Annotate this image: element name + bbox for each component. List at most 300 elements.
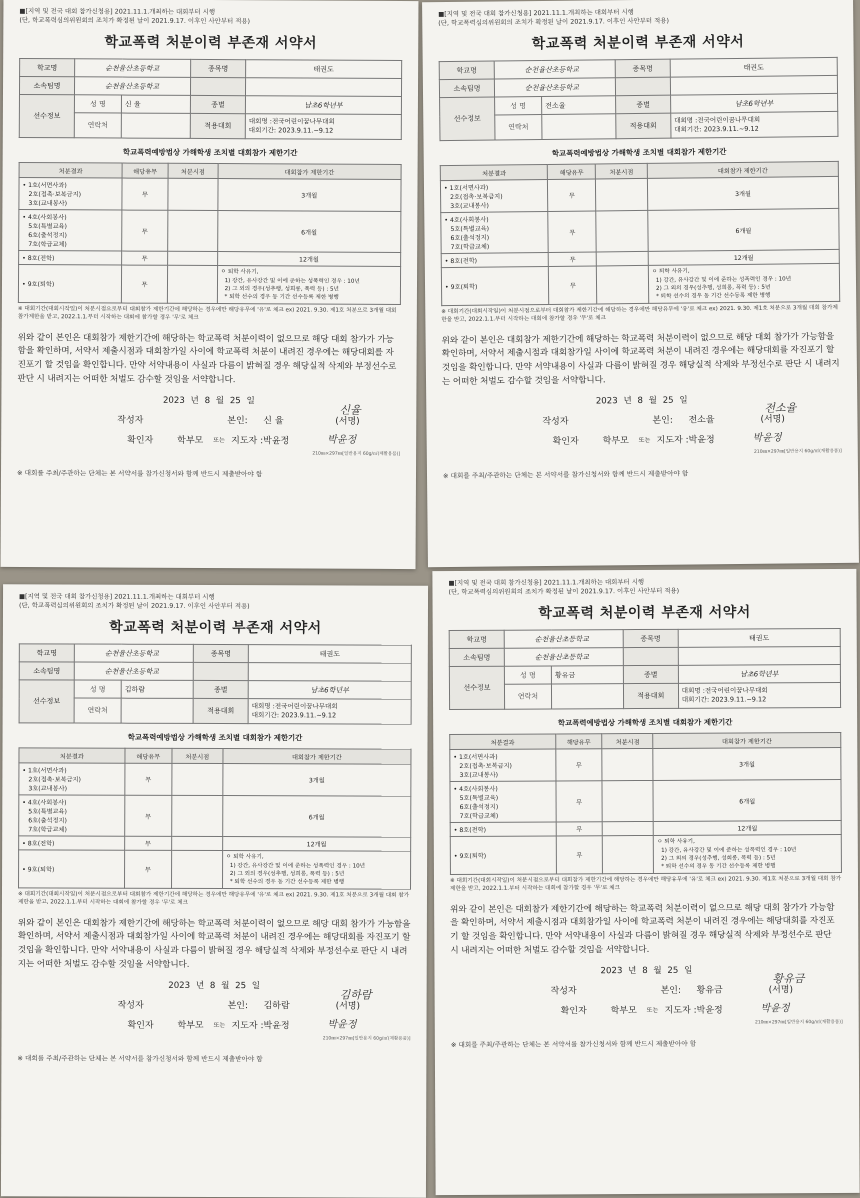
confirm-line — [17, 432, 400, 447]
coach-signature: 박윤정 — [327, 434, 357, 447]
grade-label: 종별 — [193, 681, 248, 699]
table-row — [450, 748, 841, 782]
row-items — [19, 795, 125, 836]
header-line-1: ■[지역 및 전국 대회 참가신청용] 2021.11.1.개최하는 대회부터 시행 — [19, 592, 215, 601]
coach-label: 지도자 :박윤정 — [231, 1021, 290, 1032]
table-row — [19, 850, 411, 889]
affiliation-value: 순천율산초등학교 — [504, 648, 623, 667]
row-items — [441, 267, 549, 306]
row-items — [19, 763, 125, 795]
tournament-period: 대회기간: 2023.9.11.~9.12 — [674, 125, 759, 135]
list-item: • 1호(서면사과) — [443, 185, 489, 193]
list-item: 2) 그 외의 경우(성추행, 성희롱, 폭력 등) : 5년 — [224, 285, 339, 293]
row-items — [450, 822, 556, 837]
row-limit: 3개월 — [653, 748, 841, 781]
sign-label: (서명) — [768, 985, 794, 996]
list-item: • 9호(퇴학) — [453, 853, 487, 861]
tournament-period: 대회기간: 2023.9.11.~9.12 — [251, 711, 337, 720]
row-check: 무 — [124, 837, 171, 851]
list-item: ㅇ 퇴학 사유기, — [225, 854, 264, 861]
player-info-label: 선수정보 — [19, 95, 74, 138]
pledge-text: 위와 같이 본인은 대회참가 제한기간에 해당하는 학교폭력 처분이력이 없으므로 해당 대회 참가가 가능함을 확인하며, 서약서 제출시점과 대회참가일 사이에 학교폭력 처분이 내려진 경우에는 해당대회를 자진포기 할 것임을 확인합니다. 만약 서약내용이 사실과 다름이 밝혀질 경우 해당실적 삭제와 부정선수로 판단 시 내려지는 어떠한 처벌도 감수할 것임을 서약합니다. — [441, 331, 840, 388]
event-value-blank — [246, 78, 402, 97]
event-label-blank — [191, 78, 246, 96]
row-timing — [597, 266, 649, 304]
row-items — [450, 749, 556, 782]
event-value-blank — [670, 76, 837, 96]
table-note: ※ 대회기간(대회시작일)이 처분시점으로부터 대회참가 제한기간에 해당하는 경우에만 해당유무에 '유'로 체크 ex) 2021. 9.30. 제1호 처분으로 3개월 대회 참가제한을 받고, 2022.1.1.부터 시작하는 대회에 참가할 경우 '무'로 체크 — [449, 875, 842, 892]
header-line-1: ■[지역 및 전국 대회 참가신청용] 2021.11.1.개최하는 대회부터 시행 — [448, 578, 645, 588]
list-item: 3호(교내봉사) — [450, 203, 489, 211]
list-item: 3호(교내봉사) — [28, 785, 68, 793]
document-title: 학교폭력 처분이력 부존재 서약서 — [104, 34, 318, 52]
row-check: 무 — [555, 749, 602, 781]
row-check: 무 — [556, 822, 603, 836]
row-items — [18, 265, 121, 303]
student-signature: 황유금 — [772, 972, 805, 986]
row-items — [450, 781, 556, 823]
row-limit — [654, 835, 842, 873]
grade-label: 종별 — [623, 666, 678, 684]
row-limit: 6개월 — [648, 209, 839, 252]
header-notice — [19, 592, 412, 611]
author-label: 작성자 — [117, 415, 144, 426]
coach-label: 지도자 :박윤정 — [656, 435, 715, 447]
col-limit: 대회참가 제한기간 — [647, 162, 838, 179]
tournament-value — [248, 699, 411, 725]
list-item: 5호(특별교육) — [450, 226, 490, 234]
col-result: 처분결과 — [19, 748, 125, 763]
paper-spec: 210㎜×297㎜[일반용지 60g/㎡(재활용품)] — [312, 451, 401, 458]
confirm-line — [451, 1002, 843, 1017]
list-item: • 1호(서면사과) — [22, 182, 67, 190]
grade-label: 종별 — [190, 96, 245, 114]
grade-value: 남초6학년부 — [245, 96, 401, 115]
row-check: 무 — [548, 211, 596, 252]
event-label-blank — [623, 648, 678, 666]
player-info-label: 선수정보 — [19, 680, 74, 723]
tournament-period: 대회기간: 2023.9.11.~9.12 — [248, 126, 334, 136]
restriction-table — [18, 162, 402, 304]
footer-note: ※ 대회를 주최/주관하는 단체는 본 서약서를 참가신청서와 함께 반드시 제출받아야 함 — [16, 469, 263, 479]
row-limit: 12개월 — [217, 252, 400, 267]
row-items — [19, 178, 122, 211]
pledge-sheet-2 — [422, 0, 859, 567]
player-info-label: 선수정보 — [440, 97, 495, 141]
row-check: 무 — [556, 781, 603, 822]
tournament-label: 적용대회 — [193, 699, 248, 724]
row-limit: 3개월 — [217, 179, 401, 212]
footer-note: ※ 대회를 주최/주관하는 단체는 본 서약서를 참가신청서와 함께 반드시 제출받아야 함 — [450, 1039, 697, 1050]
list-item: • 4호(사회봉사) — [22, 799, 67, 807]
row-timing — [168, 179, 218, 211]
document-title: 학교폭력 처분이력 부존재 서약서 — [109, 619, 322, 637]
list-item: • 4호(사회봉사) — [453, 786, 498, 794]
list-item: 6호(출석정지) — [28, 817, 67, 825]
col-limit: 대회참가 제한기간 — [223, 749, 411, 765]
list-item: 1) 강간, 유사강간 및 이에 준하는 성폭력인 경우 : 10년 — [224, 277, 360, 285]
affiliation-label: 소속팀명 — [19, 77, 74, 95]
info-table — [19, 644, 412, 726]
list-item: 2호(접촉·보복금지) — [28, 191, 82, 199]
col-timing: 처분시점 — [168, 164, 218, 179]
or-label: 또는 — [638, 437, 651, 445]
table-row — [450, 780, 841, 823]
table-note: ※ 대회기간(대회시작일)이 처분시점으로부터 대회참가 제한기간에 해당하는 경우에만 해당유무에 '유'로 체크 ex) 2021. 9.30. 제1호 처분으로 3개월 대회 참가제한을 받고, 2022.1.1.부터 시작하는 대회에 참가할 경우 '무'로 체크 — [17, 305, 397, 321]
school-label: 학교명 — [20, 59, 75, 77]
row-timing — [167, 266, 217, 304]
tournament-label: 적용대회 — [616, 113, 671, 139]
list-item: 2호(접촉·보복금지) — [450, 193, 503, 202]
affiliation-label: 소속팀명 — [449, 649, 504, 667]
author-line — [18, 988, 411, 1012]
table-row — [440, 177, 838, 213]
col-applicable: 해당유무 — [125, 749, 172, 764]
self-label: 본인: — [660, 986, 682, 997]
list-item: 2호(접촉·보복금지) — [459, 763, 512, 771]
list-item: 7호(학급교체) — [28, 241, 67, 249]
name-label: 성 명 — [74, 680, 121, 698]
tournament-value — [671, 112, 838, 139]
list-item: * 퇴학 선수의 경우 동 기간 선수등록 제한 병행 — [656, 292, 771, 300]
row-check: 무 — [556, 836, 603, 874]
row-check: 무 — [122, 252, 168, 266]
header-line-1: ■[지역 및 전국 대회 참가신청용] 2021.11.1.개최하는 대회부터 시행 — [19, 7, 216, 17]
coach-label: 지도자 :박윤정 — [664, 1005, 723, 1017]
affiliation-label: 소속팀명 — [19, 662, 74, 680]
table-row — [441, 264, 839, 306]
confirm-label: 확인자 — [127, 1020, 154, 1032]
list-item: 7호(학급교체) — [28, 826, 67, 834]
list-item: ㅇ 퇴학 사유기, — [657, 839, 695, 846]
list-item: 5호(특별교육) — [28, 223, 67, 231]
table-row — [19, 763, 411, 796]
row-limit: 3개월 — [647, 177, 838, 211]
section-title: 학교폭력예방법상 가해학생 조치별 대회참가 제한기간 — [557, 718, 733, 728]
pledge-text: 위와 같이 본인은 대회참가 제한기간에 해당하는 학교폭력 처분이력이 없으므로 해당 대회 참가가 가능함을 확인하며, 서약서 제출시점과 대회참가일 사이에 학교폭력 처분이 내려진 경우에는 해당대회를 자진포기 할 것임을 확인합니다. 만약 서약내용이 사실과 다름이 밝혀질 경우 해당실적 삭제와 부정선수로 판단 시 내려지는 어떠한 처벌도 감수할 것임을 서약합니다. — [17, 917, 411, 971]
tournament-value — [245, 114, 401, 140]
row-limit: 12개월 — [222, 837, 410, 852]
paper-spec: 210㎜×297㎜[일반용지 60g/㎡(재활용품)] — [322, 1036, 411, 1042]
list-item: • 4호(사회봉사) — [444, 217, 489, 225]
list-item: 3호(교내봉사) — [28, 200, 68, 208]
row-timing — [168, 211, 218, 252]
student-name-sign: 김하람 — [263, 1001, 290, 1012]
student-signature: 신율 — [339, 403, 361, 418]
row-limit: 6개월 — [223, 796, 411, 838]
list-item: • 1호(서면사과) — [453, 754, 498, 762]
row-limit: 6개월 — [217, 211, 401, 253]
student-name: 신 율 — [121, 95, 190, 113]
row-timing — [171, 851, 222, 889]
header-notice — [19, 7, 402, 26]
section-title: 학교폭력예방법상 가해학생 조치별 대회참가 제한기간 — [551, 147, 727, 159]
grade-value: 남초6학년부 — [678, 665, 840, 684]
or-label: 또는 — [213, 1022, 226, 1030]
tournament-name: 대회명 :전국어린이꿈나무대회 — [681, 686, 768, 696]
header-line-2: (단, 학교폭력심의위원회의 조치가 확정된 날이 2021.9.17. 이후인 사안부터 적용) — [19, 15, 251, 25]
event-label: 종목명 — [615, 59, 670, 78]
row-items — [440, 180, 548, 213]
event-value-blank — [678, 647, 840, 666]
name-label: 성 명 — [495, 97, 542, 115]
header-line-2: (단, 학교폭력심의위원회의 조치가 확정된 날이 2021.9.17. 이후인 사안부터 적용) — [438, 16, 669, 27]
paper-spec: 210㎜×297㎜[일반용지 60g/㎡(재활용품)] — [754, 1020, 843, 1026]
event-label: 종목명 — [191, 60, 246, 78]
row-timing — [168, 252, 218, 266]
event-label-blank — [193, 663, 248, 681]
list-item: • 8호(전학) — [22, 255, 55, 263]
row-timing — [596, 252, 648, 267]
contact-label: 연락처 — [495, 115, 542, 141]
coach-label: 지도자 :박윤정 — [231, 436, 290, 447]
grade-value: 남초6학년부 — [248, 681, 411, 700]
header-line-1: ■[지역 및 전국 대회 참가신청용] 2021.11.1.개최하는 대회부터 시행 — [438, 8, 634, 19]
row-timing — [596, 179, 648, 212]
sign-label: (서명) — [335, 1001, 361, 1012]
tournament-name: 대회명 :전국어린이꿈나무대회 — [674, 116, 761, 125]
table-row — [19, 178, 401, 212]
list-item: • 8호(전학) — [22, 840, 55, 848]
list-item: 5호(특별교육) — [28, 808, 67, 816]
tournament-period: 대회기간: 2023.9.11.~9.12 — [681, 695, 767, 705]
col-applicable: 해당유무 — [548, 164, 596, 179]
list-item: ㅇ 퇴학 사유기, — [220, 269, 259, 276]
restriction-table — [449, 732, 842, 874]
header-notice — [438, 6, 837, 27]
pledge-date: 2023 년 8 월 25 일 — [595, 395, 688, 407]
student-name-sign: 황유금 — [696, 985, 723, 996]
tournament-value — [678, 683, 840, 709]
confirm-line — [443, 431, 842, 448]
author-label: 작성자 — [117, 1000, 144, 1012]
col-result: 처분결과 — [19, 163, 122, 179]
confirm-label: 확인자 — [552, 436, 579, 448]
pledge-text: 위와 같이 본인은 대회참가 제한기간에 해당하는 학교폭력 처분이력이 없으므로 해당 대회 참가가 가능함을 확인하며, 서약서 제출시점과 대회참가일 사이에 학교폭력 처분이 내려진 경우에는 해당대회를 자진포기 할 것임을 확인합니다. 만약 서약내용이 사실과 다름이 밝혀질 경우 해당실적 삭제와 부정선수로 판단 시 내려지는 어떠한 처벌도 감수할 것임을 서약합니다. — [450, 902, 835, 957]
student-name: 황유금 — [551, 666, 623, 684]
student-signature: 전소율 — [764, 401, 797, 415]
contact-label: 연락처 — [74, 698, 121, 723]
list-item: 2) 그 외의 경우(성추행, 성희롱, 폭력 등) : 5년 — [661, 855, 776, 862]
list-item: 5호(특별교육) — [459, 795, 499, 803]
row-timing — [171, 837, 222, 851]
pledge-date: 2023 년 8 월 25 일 — [600, 966, 693, 977]
list-item: 3호(교내봉사) — [459, 772, 499, 780]
row-check: 무 — [549, 266, 597, 304]
school-label: 학교명 — [19, 644, 74, 662]
event-value: 태권도 — [670, 58, 837, 78]
self-label: 본인: — [227, 416, 248, 427]
row-check: 무 — [548, 179, 596, 211]
grade-value: 남초6학년부 — [670, 94, 837, 114]
col-timing: 처분시점 — [595, 164, 647, 180]
list-item: 2호(접촉·보복금지) — [28, 776, 81, 785]
student-name-sign: 신 율 — [263, 416, 284, 427]
name-label: 성 명 — [504, 666, 551, 684]
table-row — [19, 795, 411, 837]
restriction-table — [18, 748, 411, 890]
pledge-sheet-3 — [1, 584, 428, 1197]
table-note: ※ 대회기간(대회시작일)이 처분시점으로부터 대회참가 제한기간에 해당하는 경우에만 해당유무에 '유'로 체크 ex) 2021. 9.30. 제1호 처분으로 3개월 대회 참가제한을 받고, 2022.1.1.부터 시작하는 대회에 참가할 경우 '무'로 체크 — [441, 304, 838, 323]
player-info-label: 선수정보 — [449, 667, 504, 710]
row-timing — [172, 764, 223, 796]
author-label: 작성자 — [542, 417, 569, 428]
table-row — [450, 835, 841, 874]
name-label: 성 명 — [74, 95, 121, 113]
row-timing — [596, 211, 648, 253]
contact-value — [542, 114, 616, 140]
self-label: 본인: — [652, 415, 673, 427]
col-limit: 대회참가 제한기간 — [653, 733, 841, 749]
school-label: 학교명 — [439, 61, 494, 80]
confirm-label: 확인자 — [127, 435, 154, 446]
event-label: 종목명 — [623, 630, 678, 648]
pledge-date: 2023 년 8 월 25 일 — [162, 396, 255, 407]
row-limit: 12개월 — [648, 250, 839, 266]
col-result: 처분결과 — [450, 734, 556, 750]
list-item: * 퇴학 선수의 경우 동 기간 선수등록 제한 병행 — [224, 293, 339, 301]
table-row — [19, 836, 411, 851]
row-limit — [217, 266, 401, 304]
affiliation-value: 순천율산초등학교 — [74, 662, 193, 680]
row-items — [441, 212, 549, 254]
contact-label: 연락처 — [504, 684, 551, 709]
author-label: 작성자 — [550, 986, 577, 997]
section-title: 학교폭력예방법상 가해학생 조치별 대회참가 제한기간 — [127, 733, 303, 743]
event-label-blank — [615, 77, 670, 96]
affiliation-label: 소속팀명 — [439, 79, 494, 98]
row-timing — [603, 836, 654, 874]
list-item: • 1호(서면사과) — [22, 767, 67, 775]
or-label: 또는 — [646, 1007, 659, 1015]
affiliation-value: 순천율산초등학교 — [74, 77, 190, 96]
row-limit: 6개월 — [653, 780, 841, 822]
student-name: 전소율 — [542, 96, 616, 115]
info-table — [19, 58, 402, 140]
list-item: • 9호(퇴학) — [21, 281, 55, 289]
confirm-parent: 학부모 — [610, 1006, 637, 1017]
author-line — [451, 972, 843, 997]
list-item: • 9호(퇴학) — [22, 866, 55, 874]
table-note: ※ 대회기간(대회시작일)이 처분시점으로부터 대회참가 제한기간에 해당하는 경우에만 해당유무에 '유'로 체크 ex) 2021. 9.30. 제1호 처분으로 3개월 대회 참가제한을 받고, 2022.1.1.부터 시작하는 대회에 참가할 경우 '무'로 체크 — [17, 891, 410, 906]
school-value: 순천율산초등학교 — [494, 60, 615, 79]
list-item: 1) 강간, 유사강간 및 이에 준하는 성폭력인 경우 : 10년 — [661, 846, 797, 854]
list-item: ㅇ 퇴학 사유기, — [651, 268, 690, 276]
row-check: 무 — [122, 179, 168, 211]
row-timing — [172, 796, 223, 837]
table-row — [18, 265, 400, 304]
pledge-date: 2023 년 8 월 25 일 — [168, 981, 261, 992]
list-item: • 9호(퇴학) — [445, 283, 478, 292]
document-title: 학교폭력 처분이력 부존재 서약서 — [531, 34, 745, 53]
col-applicable: 해당유무 — [555, 734, 602, 749]
row-limit: 12개월 — [653, 821, 841, 836]
col-limit: 대회참가 제한기간 — [218, 164, 401, 180]
student-name: 김하람 — [121, 680, 193, 698]
row-items — [19, 210, 122, 252]
restriction-table — [440, 161, 840, 306]
section-title: 학교폭력예방법상 가해학생 조치별 대회참가 제한기간 — [122, 148, 298, 158]
author-line — [17, 403, 400, 428]
tournament-name: 대회명 :전국어린이꿈나무대회 — [248, 117, 335, 126]
or-label: 또는 — [213, 437, 225, 445]
confirm-parent: 학부모 — [177, 436, 204, 447]
list-item: 7호(학급교체) — [450, 244, 490, 252]
row-items — [19, 251, 122, 266]
list-item: 2) 그 외의 경우(성추행, 성희롱, 폭력 등) : 5년 — [655, 284, 771, 292]
row-limit — [648, 264, 839, 303]
confirm-parent: 학부모 — [177, 1021, 204, 1032]
row-items — [441, 253, 549, 268]
row-timing — [602, 781, 653, 822]
list-item: 1) 강간, 유사강간 및 이에 준하는 성폭력인 경우 : 10년 — [655, 276, 792, 284]
student-name-sign: 전소율 — [688, 415, 715, 426]
school-value: 순천율산초등학교 — [75, 59, 191, 78]
school-value: 순천율산초등학교 — [504, 630, 623, 649]
list-item: • 8호(전학) — [444, 258, 478, 266]
header-line-2: (단, 학교폭력심의위원회의 조치가 확정된 날이 2021.9.17. 이후인 사안부터 적용) — [448, 586, 680, 596]
coach-signature: 박윤정 — [760, 1003, 790, 1015]
self-label: 본인: — [227, 1001, 249, 1012]
row-check: 무 — [125, 764, 172, 796]
header-notice — [448, 577, 840, 596]
footer-note: ※ 대회를 주최/주관하는 단체는 본 서약서를 참가신청서와 함께 반드시 제출받아야 함 — [442, 469, 689, 481]
event-value: 태권도 — [678, 629, 840, 648]
list-item: 6호(출석정지) — [450, 235, 490, 243]
contact-value — [551, 684, 623, 710]
list-item: • 8호(전학) — [453, 827, 487, 835]
document-title: 학교폭력 처분이력 부존재 서약서 — [538, 604, 751, 622]
contact-value — [121, 113, 190, 139]
pledge-text: 위와 같이 본인은 대회참가 제한기간에 해당하는 학교폭력 처분이력이 없으므로 해당 대회 참가가 가능함을 확인하며, 서약서 제출시점과 대회참가일 사이에 학교폭력 처분이 내려진 경우에는 해당대회를 자진포기 할 것임을 확인합니다. 만약 서약내용이 사실과 다름이 밝혀질 경우 해당실적 삭제와 부정선수로 판단 시 내려지는 어떠한 처벌도 감수할 것임을 서약합니다. — [17, 332, 397, 386]
footer-note: ※ 대회를 주최/주관하는 단체는 본 서약서를 참가신청서와 함께 반드시 제출받아야 함 — [17, 1054, 263, 1064]
list-item: 1) 강간, 유사강간 및 이에 준하는 성폭력인 경우 : 10년 — [229, 862, 366, 870]
list-item: • 4호(사회봉사) — [22, 214, 67, 222]
event-label: 종목명 — [193, 645, 248, 663]
row-check: 무 — [125, 796, 172, 837]
col-applicable: 해당유무 — [122, 164, 168, 179]
row-items — [19, 850, 125, 888]
row-limit — [222, 851, 410, 889]
tournament-label: 적용대회 — [623, 684, 678, 709]
row-check: 무 — [122, 211, 168, 252]
affiliation-value: 순천율산초등학교 — [494, 78, 615, 97]
list-item: * 퇴학 선수의 경우 동 기간 선수등록 제한 병행 — [229, 878, 345, 886]
list-item: 2) 그 외의 경우(성추행, 성희롱, 폭력 등) : 5년 — [229, 870, 345, 878]
col-result: 처분결과 — [440, 165, 548, 181]
row-timing — [602, 749, 653, 781]
table-row — [441, 209, 839, 254]
row-limit: 3개월 — [223, 764, 411, 797]
row-check: 무 — [122, 266, 168, 304]
col-timing: 처분시점 — [172, 749, 223, 764]
contact-label: 연락처 — [74, 113, 121, 138]
event-value: 태권도 — [246, 60, 402, 79]
col-timing: 처분시점 — [602, 734, 653, 749]
tournament-name: 대회명 :전국어린이꿈나무대회 — [251, 702, 338, 711]
row-check: 무 — [549, 252, 597, 266]
row-check: 무 — [124, 851, 171, 889]
row-items — [19, 836, 125, 850]
confirm-parent: 학부모 — [602, 436, 629, 447]
contact-value — [121, 698, 193, 723]
pledge-sheet-4 — [432, 569, 859, 1195]
school-value: 순천율산초등학교 — [74, 644, 193, 662]
list-item: 6호(출석정지) — [28, 232, 67, 240]
confirm-label: 확인자 — [560, 1006, 587, 1017]
list-item: 6호(출석정지) — [459, 804, 499, 812]
row-timing — [603, 822, 654, 836]
